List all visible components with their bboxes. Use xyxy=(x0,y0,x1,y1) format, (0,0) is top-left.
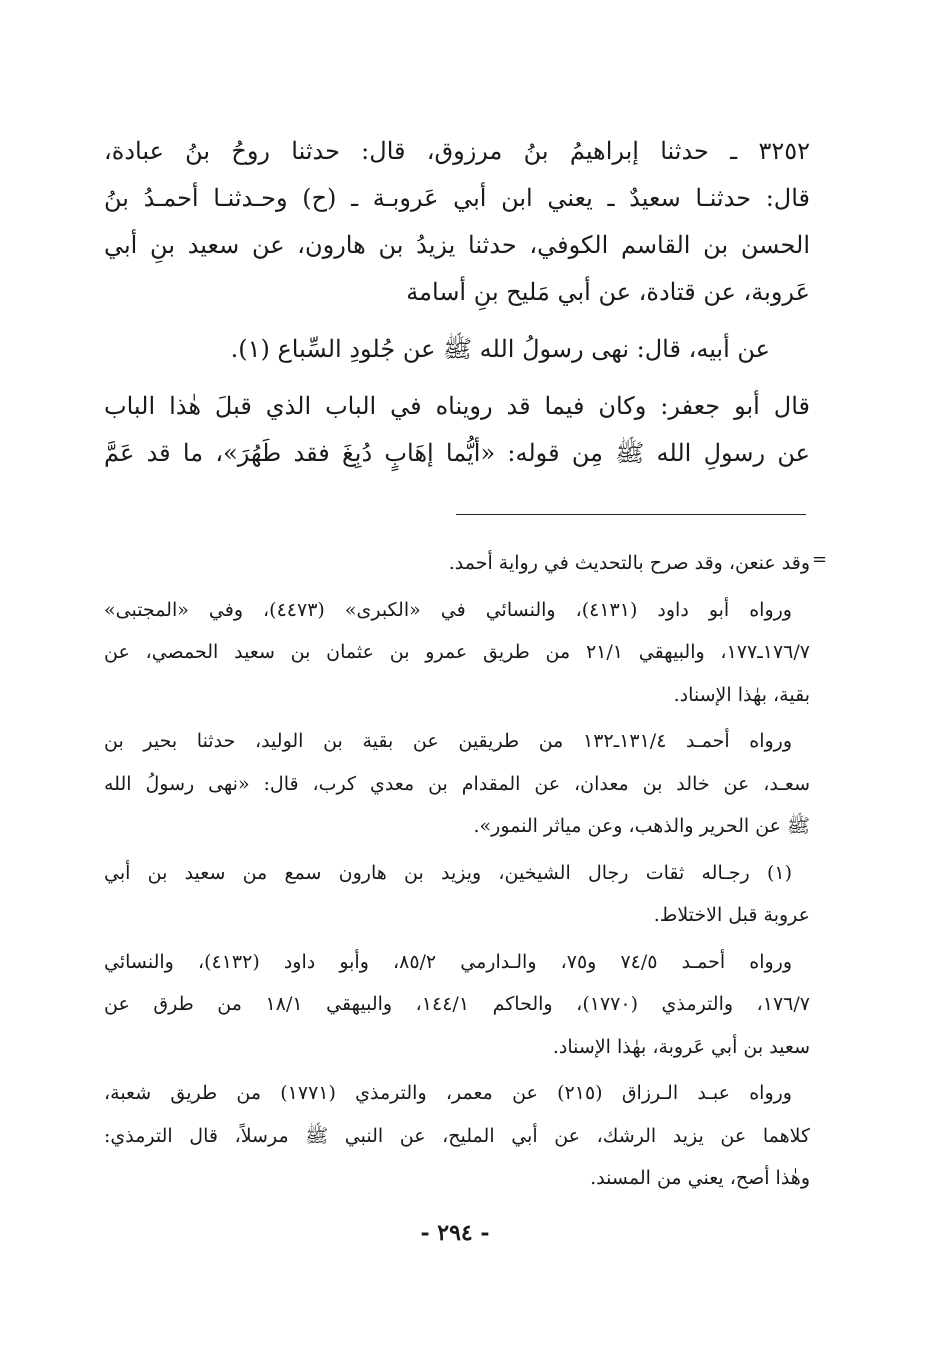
main-text xyxy=(104,128,810,477)
main-line: قال أبو جعفر: وكان فيما قد رويناه في الباب الذي قبلَ هٰذا الباب xyxy=(104,392,810,420)
main-line: ٣٢٥٢ ـ حدثنا إبراهيمُ بنُ مرزوق، قال: حدثنا روحُ بنُ عبادة، xyxy=(104,137,810,165)
footnote-line: ١٧٦/٧، والترمذي (١٧٧٠)، والحاكم ١٤٤/١، والبيهقي ١٨/١ من طرق عن xyxy=(104,993,810,1015)
footnote-line: سعيد بن أبي عَروبة، بهٰذا الإسناد. xyxy=(552,1035,810,1058)
footnote-line: وقد عنعن، وقد صرح بالتحديث في رواية أحمد. xyxy=(448,552,810,574)
footnote-line: عروبة قبل الاختلاط. xyxy=(653,904,810,926)
footnotes xyxy=(104,542,810,1200)
footnote-line: ورواه أحمـد ١٣١/٤ـ١٣٢ من طريقين عن بقية بن الوليد، حدثنا بحير بن xyxy=(104,730,792,752)
main-line: عن رسولِ الله ﷺ مِن قوله: «أيُّما إهَابٍ دُبِغَ فقد طَهُرَ»، ما قد عَمَّ xyxy=(104,439,810,467)
footnote-line: ورواه أبو داود (٤١٣١)، والنسائي في «الكبرى» (٤٤٧٣)، وفي «المجتبى» xyxy=(104,598,792,621)
main-line: قال: حدثنـا سعيدٌ ـ يعني ابن أبي عَروبـة ـ (ح) وحـدثنـا أحمـدُ بنُ xyxy=(104,184,810,212)
footnote-line: ورواه أحمـد ٧٤/٥ و٧٥، والـدارمي ٨٥/٢، وأبو داود (٤١٣٢)، والنسائي xyxy=(104,950,792,973)
footnote-line: وهٰذا أصح، يعني من المسند. xyxy=(590,1167,810,1189)
main-line: عَروبة، عن قتادة، عن أبي مَليح بنِ أسامة xyxy=(406,278,810,306)
footnote-line: ١٧٦/٧ـ١٧٧، والبيهقي ٢١/١ من طريق عمرو بن عثمان بن سعيد الحمصي، عن xyxy=(104,641,810,663)
footnote-line: (١) رجـاله ثقات رجال الشيخين، ويزيد بن هارون سمع من سعيد بن أبي xyxy=(104,861,792,884)
footnote-line: ﷺ عن الحرير والذهب، وعن مياثر النمور». xyxy=(473,815,810,837)
main-line: الحسن بن القاسم الكوفي، حدثنا يزيدُ بن هارون، عن سعيد بنِ أبي xyxy=(104,231,810,259)
main-line: عن أبيه، قال: نهى رسولُ الله ﷺ عن جُلودِ السِّباع (١). xyxy=(230,335,770,363)
footnote-line: كلاهما عن يزيد الرشك، عن أبي المليح، عن النبي ﷺ مرسلاً، قال الترمذي: xyxy=(104,1124,810,1147)
page-number: - ٢٩٤ - xyxy=(420,1220,490,1246)
footnote-line: سعـد، عن خالد بن معدان، عن المقدام بن معدي كرب، قال: «نهى رسولُ الله xyxy=(104,772,810,795)
footnote-line: ورواه عبـد الـرزاق (٢١٥) عن معمر، والترمذي (١٧٧١) من طريق شعبة، xyxy=(104,1082,792,1104)
continuation-mark: = xyxy=(812,549,828,570)
footnote-line: بقية، بهٰذا الإسناد. xyxy=(673,683,810,706)
footnote-divider xyxy=(456,514,806,515)
